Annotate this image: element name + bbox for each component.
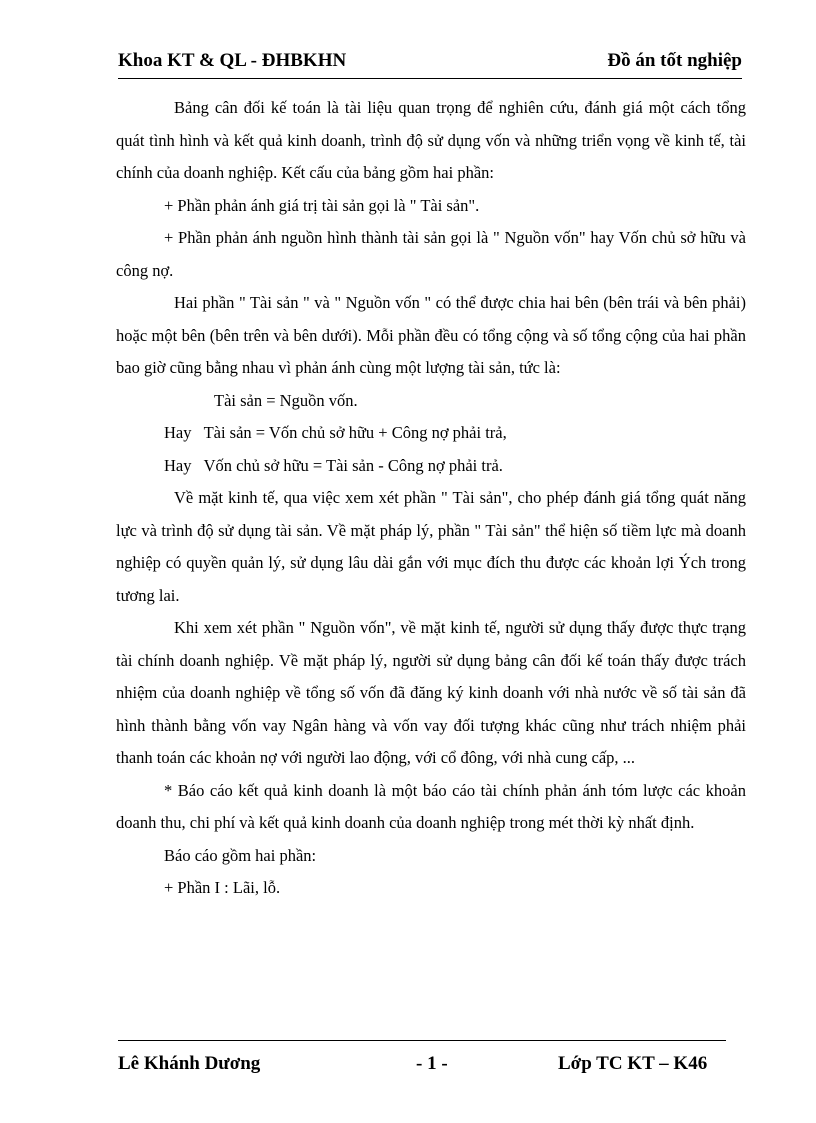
formula-assets-sum: Hay Tài sản = Vốn chủ sở hữu + Công nợ phải trả, bbox=[164, 423, 507, 442]
paragraph-report-parts: Báo cáo gồm hai phần: bbox=[164, 845, 317, 865]
paragraph-income-statement: * Báo cáo kết quả kinh doanh là một báo cáo tài chính phản ánh tóm lược các khoản doanh thu, chi phí và kết quả kinh doanh của doanh nghiệp trong mét thời kỳ nhất định. bbox=[116, 780, 746, 832]
footer-class: Lớp TC KT – K46 bbox=[558, 1053, 708, 1074]
formula-assets-equal-capital: Tài sản = Nguồn vốn. bbox=[214, 390, 358, 410]
header-faculty: Khoa KT & QL - ĐHBKHN bbox=[118, 50, 347, 71]
body-text bbox=[116, 92, 746, 905]
header-divider bbox=[118, 78, 742, 79]
footer-page-number: - 1 - bbox=[416, 1053, 448, 1074]
paragraph-capital-part: + Phần phản ánh nguồn hình thành tài sản gọi là " Nguồn vốn" hay Vốn chủ sở hữu và công nợ. bbox=[116, 228, 746, 280]
footer-author: Lê Khánh Dương bbox=[118, 1053, 261, 1074]
footer-divider bbox=[118, 1040, 726, 1041]
paragraph-assets-review: Về mặt kinh tế, qua việc xem xét phần " Tài sản", cho phép đánh giá tổng quát năng lực và trình độ sử dụng tài sản. Về mặt pháp lý, phần " Tài sản" thể hiện số tiềm lực mà doanh nghiệp có quyền quản lý, sử dụng lâu dài gắn với mục đích thu được các khoản lợi Ých trong tương lai. bbox=[116, 488, 746, 605]
formula-equity: Hay Vốn chủ sở hữu = Tài sản - Công nợ phải trả. bbox=[164, 455, 503, 475]
paragraph-part-one: + Phần I : Lãi, lỗ. bbox=[164, 878, 281, 897]
paragraph-capital-review: Khi xem xét phần " Nguồn vốn", về mặt kinh tế, người sử dụng thấy được thực trạng tài chính doanh nghiệp. Về mặt pháp lý, người sử dụng bảng cân đối kế toán thấy được trách nhiệm của doanh nghiệp về tổng số vốn đã đăng ký kinh doanh với nhà nước về số tài sản đã hình thành bằng vốn vay Ngân hàng và vốn vay đối tượng khác cũng như trách nhiệm phải thanh toán các khoản nợ với người lao động, với cổ đông, với nhà cung cấp, ... bbox=[116, 618, 746, 767]
paragraph-two-parts: Hai phần " Tài sản " và " Nguồn vốn " có thể được chia hai bên (bên trái và bên phải) hoặc một bên (bên trên và bên dưới). Mỗi phần đều có tổng cộng và số tổng cộng của hai phần bao giờ cũng bằng nhau vì phản ánh cùng một lượng tài sản, tức là: bbox=[116, 293, 746, 377]
paragraph-assets-part: + Phần phản ánh giá trị tài sản gọi là " Tài sản". bbox=[164, 195, 480, 215]
paragraph-balance-sheet-intro: Bảng cân đối kế toán là tài liệu quan trọng để nghiên cứu, đánh giá một cách tổng quát tình hình và kết quả kinh doanh, trình độ sử dụng vốn và những triển vọng về kinh tế, tài chính của doanh nghiệp. Kết cấu của bảng gồm hai phần: bbox=[116, 98, 746, 182]
header-doc-type: Đồ án tốt nghiệp bbox=[607, 50, 742, 71]
